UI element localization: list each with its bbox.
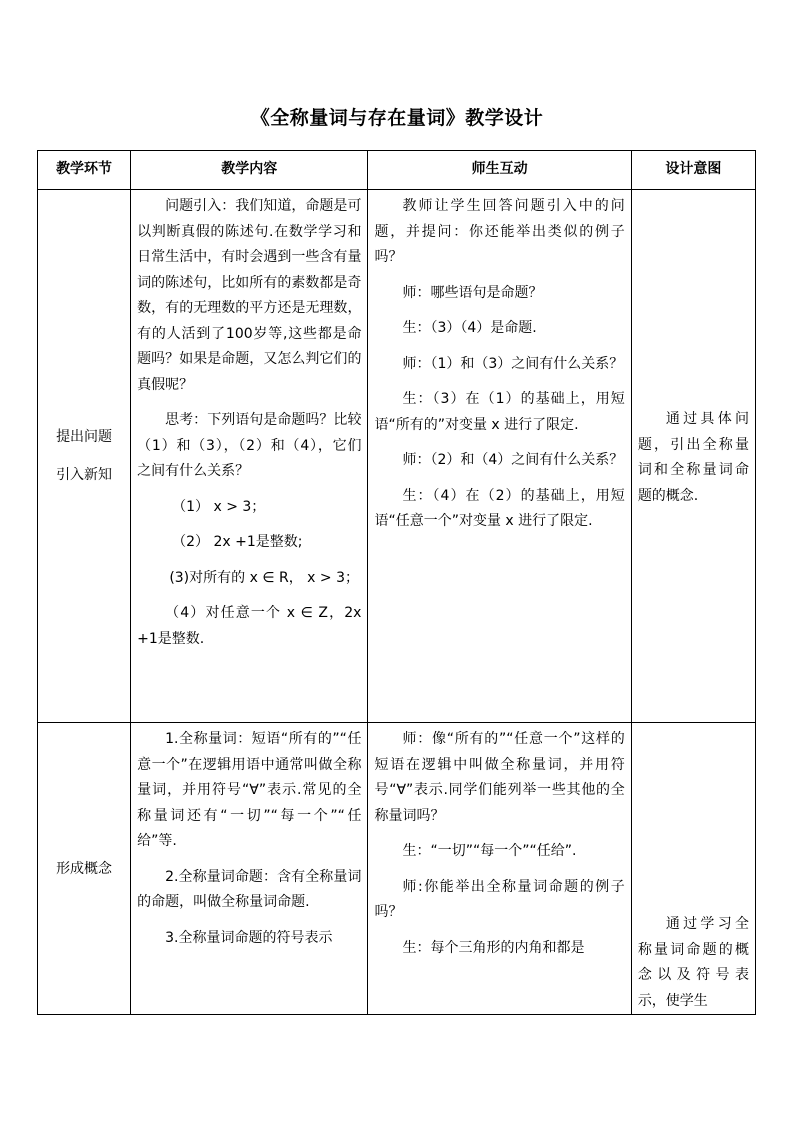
intent-text: 通过学习全称量词命题的概念以及符号表示，使学生 bbox=[637, 916, 749, 1009]
interaction-paragraph: 生：每个三角形的内角和都是 bbox=[402, 939, 585, 956]
content-paragraph: 3.全称量词命题的符号表示 bbox=[165, 929, 333, 946]
intent-cell bbox=[631, 190, 755, 723]
lesson-plan-table bbox=[37, 150, 756, 1015]
header-intent: 设计意图 bbox=[631, 151, 755, 190]
content-cell bbox=[131, 190, 368, 723]
intent-cell bbox=[631, 723, 755, 1015]
content-paragraph: 问题引入：我们知道，命题是可以判断真假的陈述句.在数学学习和日常生活中，有时会遇到一些含有量词的陈述句，比如所有的素数都是奇数，有的无理数的平方还是无理数，有的人活到了100岁等,这些都是命题吗？如果是命题，又怎么判它们的真假呢？ bbox=[137, 198, 362, 393]
content-paragraph: 思考：下列语句是命题吗？比较（1）和（3），（2）和（4），它们之间有什么关系？ bbox=[137, 412, 362, 479]
stage-cell bbox=[38, 190, 131, 723]
table-header-row bbox=[38, 151, 756, 190]
interaction-paragraph: 生：（3）在（1）的基础上，用短语“所有的”对变量 x 进行了限定. bbox=[374, 391, 625, 433]
stage-label: 形成概念 bbox=[56, 860, 113, 877]
content-item: （1） x > 3； bbox=[172, 498, 266, 515]
interaction-paragraph: 师：（2）和（4）之间有什么关系？ bbox=[402, 452, 624, 468]
interaction-paragraph: 师：（1）和（3）之间有什么关系？ bbox=[402, 355, 624, 372]
interaction-paragraph: 师：像“所有的”“任意一个”这样的短语在逻辑中叫做全称量词，并用符号“∀”表示.同学们能列举一些其他的全称量词吗？ bbox=[374, 731, 625, 824]
content-paragraph: 2.全称量词命题：含有全称量词的命题，叫做全称量词命题. bbox=[137, 868, 362, 910]
table-row bbox=[38, 190, 756, 723]
header-content: 教学内容 bbox=[131, 151, 368, 190]
content-cell bbox=[131, 723, 368, 1015]
intent-text: 通过具体问题，引出全称量词和全称量词命题的概念. bbox=[637, 411, 749, 504]
header-interaction: 师生互动 bbox=[368, 151, 631, 190]
interaction-paragraph: 师：哪些语句是命题？ bbox=[402, 284, 543, 301]
content-item: （4）对任意一个 x ∈ Z，2x +1是整数. bbox=[137, 605, 362, 647]
stage-label: 引入新知 bbox=[56, 467, 113, 483]
interaction-paragraph: 师:你能举出全称量词命题的例子吗？ bbox=[374, 878, 625, 920]
interaction-paragraph: 生：“一切”“每一个”“任给”. bbox=[402, 843, 577, 859]
document-title: 《全称量词与存在量词》教学设计 bbox=[250, 107, 544, 129]
stage-cell bbox=[38, 723, 131, 1015]
content-paragraph: 1.全称量词：短语“所有的”“任意一个”在逻辑用语中通常叫做全称量词，并用符号“∀”表示.常见的全称量词还有“一切”“每一个”“任给”等. bbox=[137, 731, 362, 849]
interaction-cell bbox=[368, 723, 631, 1015]
content-item: (3)对所有的 x ∈ R， x > 3； bbox=[169, 569, 359, 586]
header-stage: 教学环节 bbox=[38, 151, 131, 190]
content-item: （2） 2x +1是整数; bbox=[172, 534, 303, 550]
stage-label: 提出问题 bbox=[56, 429, 113, 445]
interaction-paragraph: 教师让学生回答问题引入中的问题，并提问：你还能举出类似的例子吗？ bbox=[374, 198, 625, 265]
interaction-paragraph: 生：（3）（4）是命题. bbox=[402, 320, 537, 336]
interaction-paragraph: 生：（4）在（2）的基础上，用短语“任意一个”对变量 x 进行了限定. bbox=[374, 487, 625, 529]
table-row bbox=[38, 723, 756, 1015]
interaction-cell bbox=[368, 190, 631, 723]
